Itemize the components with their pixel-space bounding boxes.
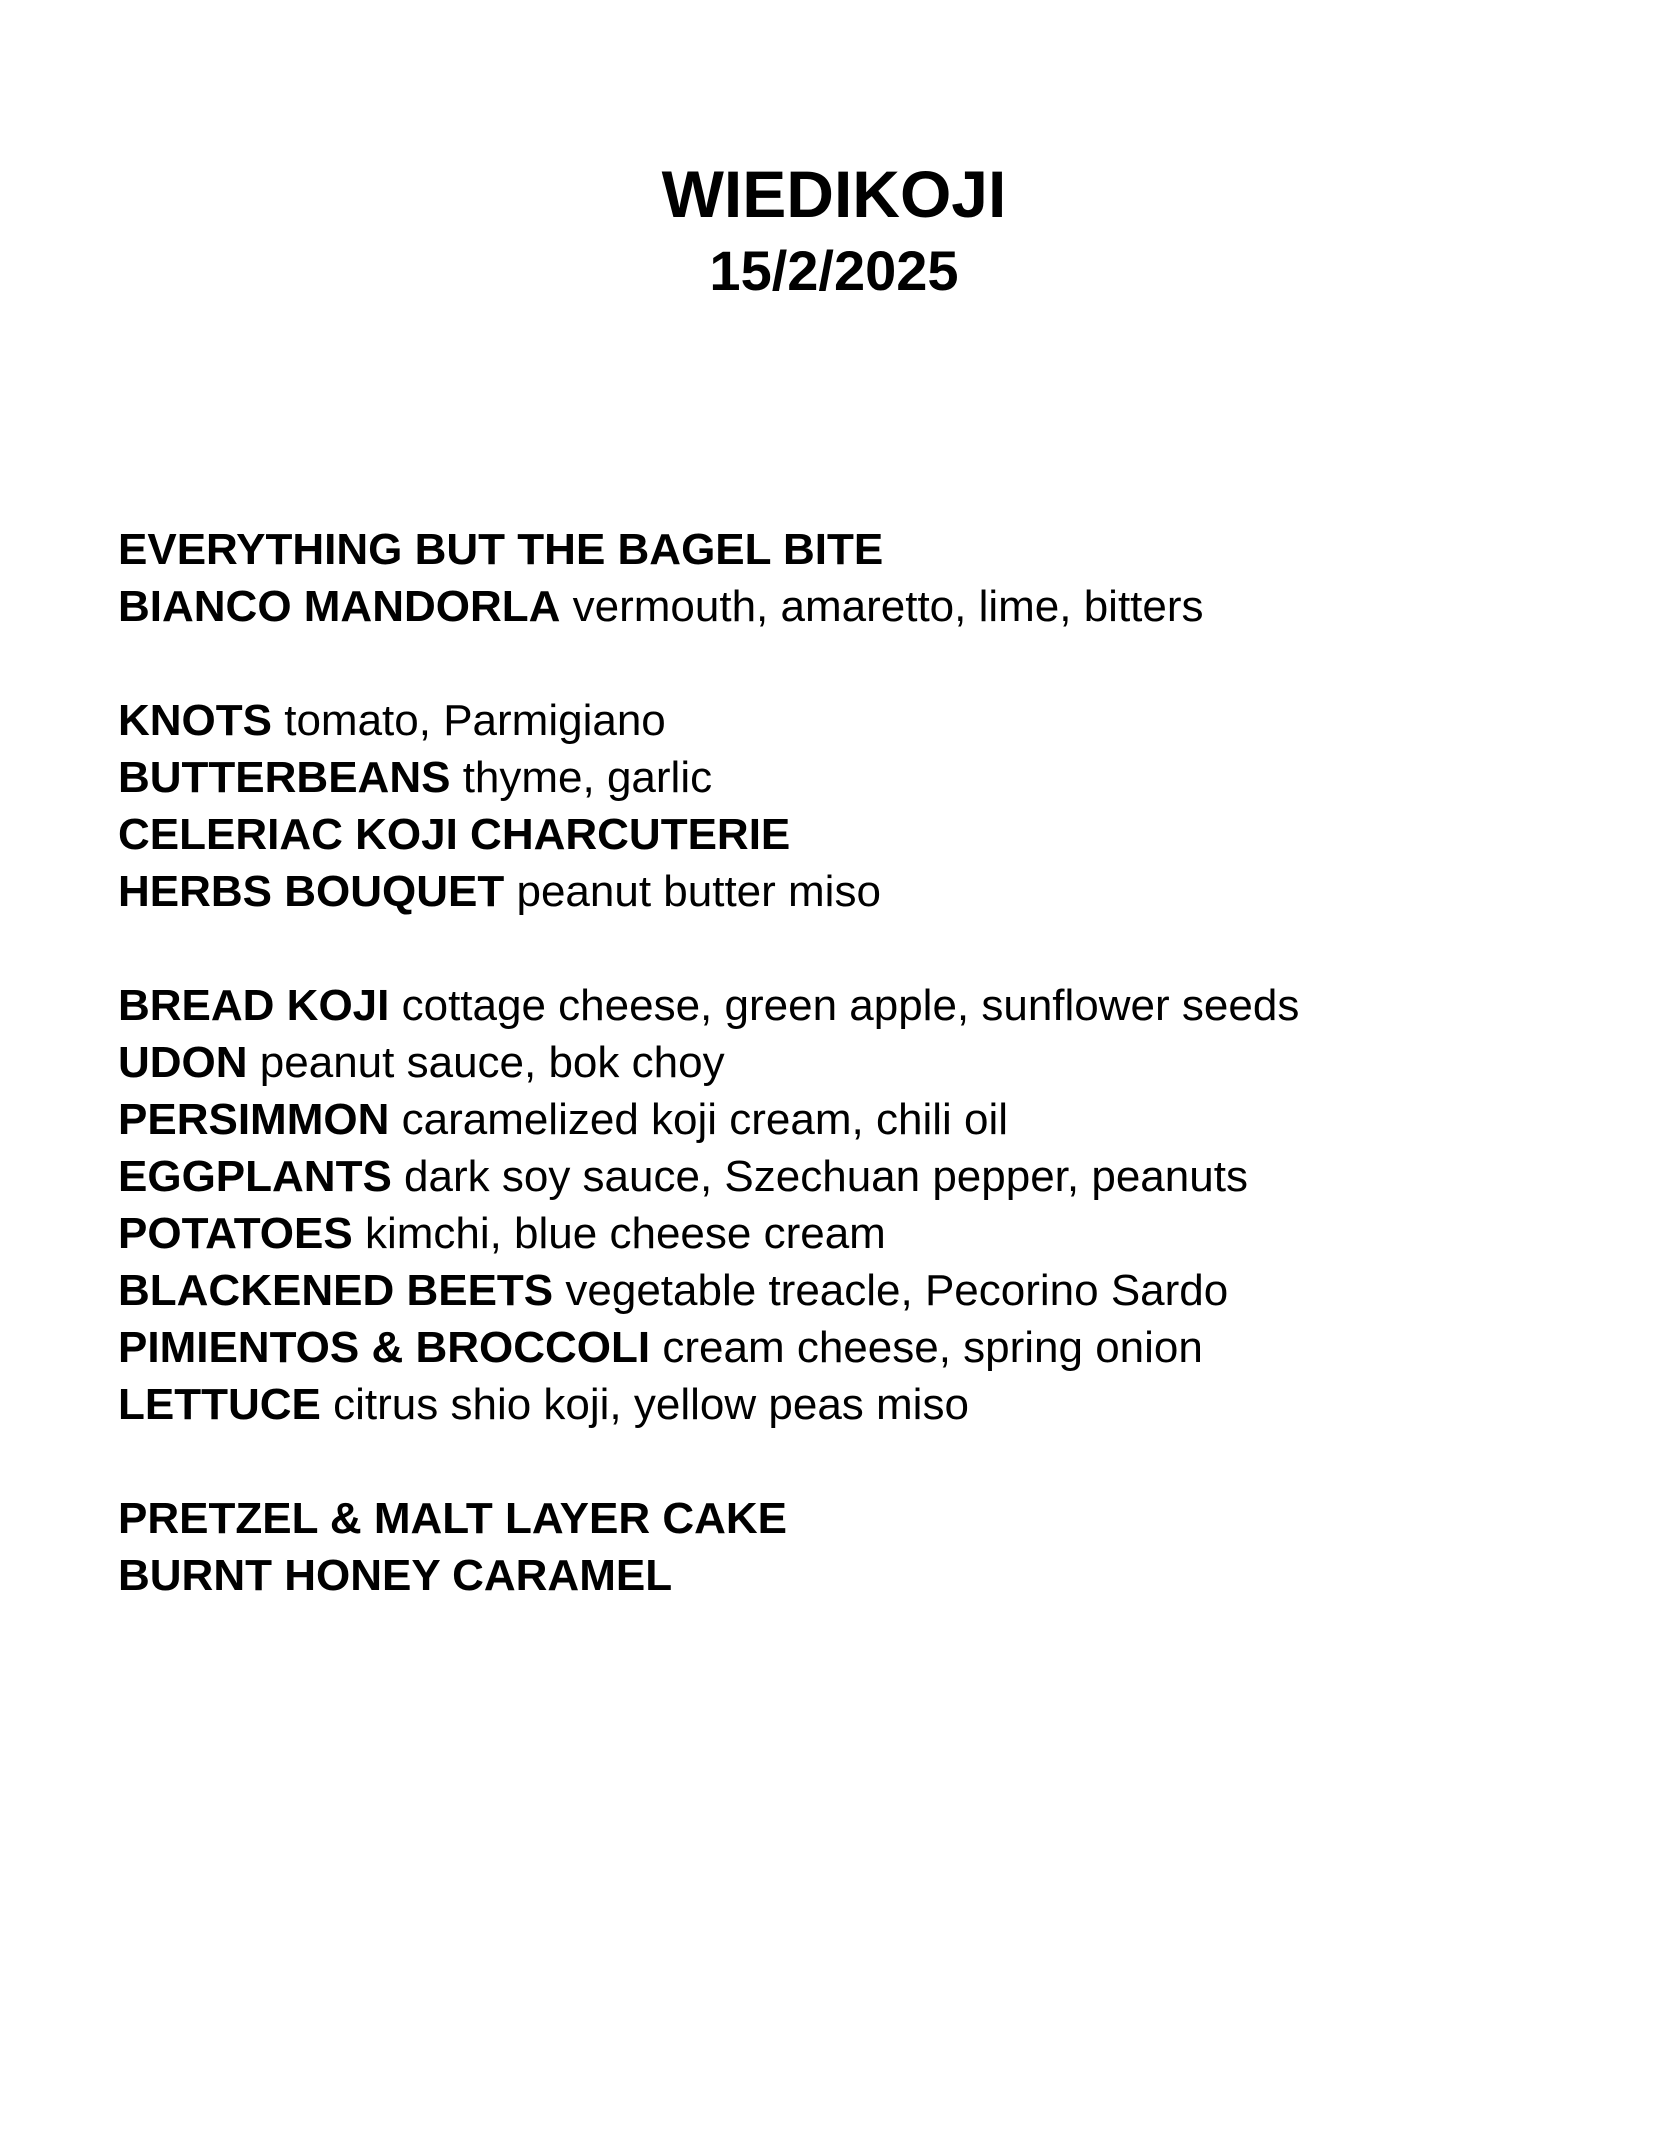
dish-name: BLACKENED BEETS [118,1266,554,1315]
dish-description: tomato, Parmigiano [284,696,666,745]
dish-name: EGGPLANTS [118,1152,392,1201]
menu-item [118,1205,1618,1262]
restaurant-title: WIEDIKOJI [661,157,1007,231]
dish-name: PRETZEL & MALT LAYER CAKE [118,1494,788,1543]
dish-description: caramelized koji cream, chili oil [401,1095,1009,1144]
dish-name: PIMIENTOS & BROCCOLI [118,1323,651,1372]
dish-name: HERBS BOUQUET [118,867,505,916]
menu-header [0,158,1668,302]
dish-name: UDON [118,1038,248,1087]
dish-description: peanut sauce, bok choy [259,1038,725,1087]
dish-name: BIANCO MANDORLA [118,582,561,631]
menu-section-desserts [118,1490,1618,1604]
dish-name: KNOTS [118,696,272,745]
menu-item [118,1148,1618,1205]
menu-item [118,578,1618,635]
dish-name: CELERIAC KOJI CHARCUTERIE [118,810,791,859]
dish-description: kimchi, blue cheese cream [364,1209,886,1258]
menu-section-mains [118,977,1618,1433]
dish-name: EVERYTHING BUT THE BAGEL BITE [118,525,884,574]
dish-name: POTATOES [118,1209,353,1258]
menu-date: 15/2/2025 [709,239,959,302]
menu-item [118,692,1618,749]
menu-item [118,806,1618,863]
menu-list [118,521,1618,1661]
menu-section-aperitif [118,521,1618,635]
menu-section-snacks [118,692,1618,920]
menu-item [118,1262,1618,1319]
dish-description: citrus shio koji, yellow peas miso [333,1380,969,1429]
menu-item [118,977,1618,1034]
menu-item [118,749,1618,806]
dish-description: peanut butter miso [516,867,881,916]
menu-item [118,521,1618,578]
menu-item [118,1376,1618,1433]
dish-name: LETTUCE [118,1380,321,1429]
menu-item [118,1319,1618,1376]
dish-description: cottage cheese, green apple, sunflower seeds [401,981,1300,1030]
dish-name: PERSIMMON [118,1095,390,1144]
menu-item [118,1547,1618,1604]
menu-item [118,1490,1618,1547]
dish-description: thyme, garlic [462,753,713,802]
dish-description: cream cheese, spring onion [662,1323,1203,1372]
menu-item [118,863,1618,920]
dish-name: BURNT HONEY CARAMEL [118,1551,673,1600]
dish-description: vermouth, amaretto, lime, bitters [572,582,1204,631]
menu-item [118,1091,1618,1148]
dish-description: vegetable treacle, Pecorino Sardo [565,1266,1229,1315]
menu-item [118,1034,1618,1091]
dish-name: BREAD KOJI [118,981,390,1030]
dish-description: dark soy sauce, Szechuan pepper, peanuts [404,1152,1248,1201]
dish-name: BUTTERBEANS [118,753,451,802]
